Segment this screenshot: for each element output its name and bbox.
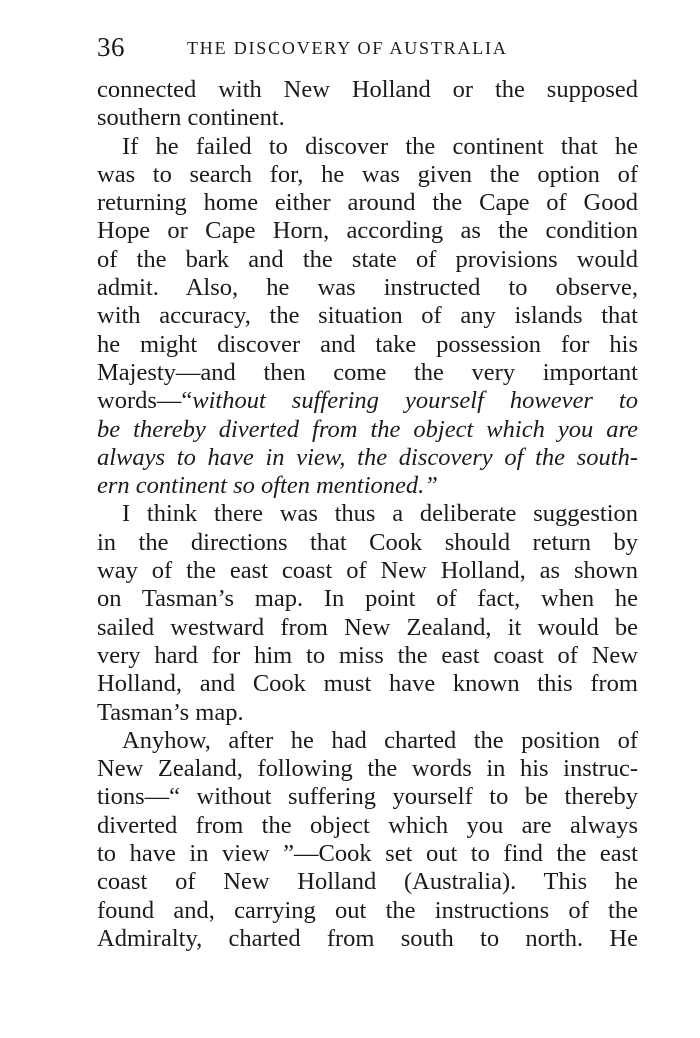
text-line: Majesty—and then come the very important [97,358,638,386]
text-line: admit. Also, he was instructed to observe, [97,274,638,302]
text-line: he might discover and take possession for his [97,330,638,358]
text-line: of the bark and the state of provisions would [97,245,638,273]
text-line: to have in view ”—Cook set out to find the east [97,840,638,868]
text-line: was to search for, he was given the option of [97,160,638,188]
text-line: Admiralty, charted from south to north. He [97,924,638,952]
text-line: on Tasman’s map. In point of fact, when he [97,585,638,613]
text-line: southern continent. [97,104,285,132]
text-line: way of the east coast of New Holland, as shown [97,557,638,585]
italic-text-line: always to have in view, the discovery of the south- [97,443,638,471]
text-line-mixed [97,387,638,415]
text-line: Anyhow, after he had charted the position of [122,726,638,754]
text-line: Holland, and Cook must have known this from [97,670,638,698]
text-line: diverted from the object which you are always [97,811,638,839]
text-line: If he failed to discover the continent that he [122,132,638,160]
text-line: returning home either around the Cape of Good [97,189,638,217]
text-line: with accuracy, the situation of any islands that [97,302,638,330]
italic-text-segment: without suffering yourself however to [192,387,638,415]
text-line: tions—“ without suffering yourself to be thereby [97,783,638,811]
text-line: Hope or Cape Horn, according as the condition [97,217,638,245]
text-line: sailed westward from New Zealand, it would be [97,613,638,641]
text-line: in the directions that Cook should return by [97,528,638,556]
page-number: 36 [97,32,125,62]
running-title: THE DISCOVERY OF AUSTRALIA [187,38,508,58]
italic-text-line: be thereby diverted from the object which you are [97,415,638,443]
text-line: Tasman’s map. [97,698,244,726]
text-line: I think there was thus a deliberate suggestion [122,500,638,528]
text-line: coast of New Holland (Australia). This he [97,868,638,896]
italic-text-line: ern continent so often mentioned.” [97,472,438,500]
running-head [97,30,637,64]
text-line: very hard for him to miss the east coast of New [97,641,638,669]
text-line: found and, carrying out the instructions of the [97,896,638,924]
text-line: New Zealand, following the words in his instruc- [97,755,638,783]
body-text [97,76,638,953]
text-segment: words—“ [97,387,193,415]
text-line: connected with New Holland or the supposed [97,76,638,103]
